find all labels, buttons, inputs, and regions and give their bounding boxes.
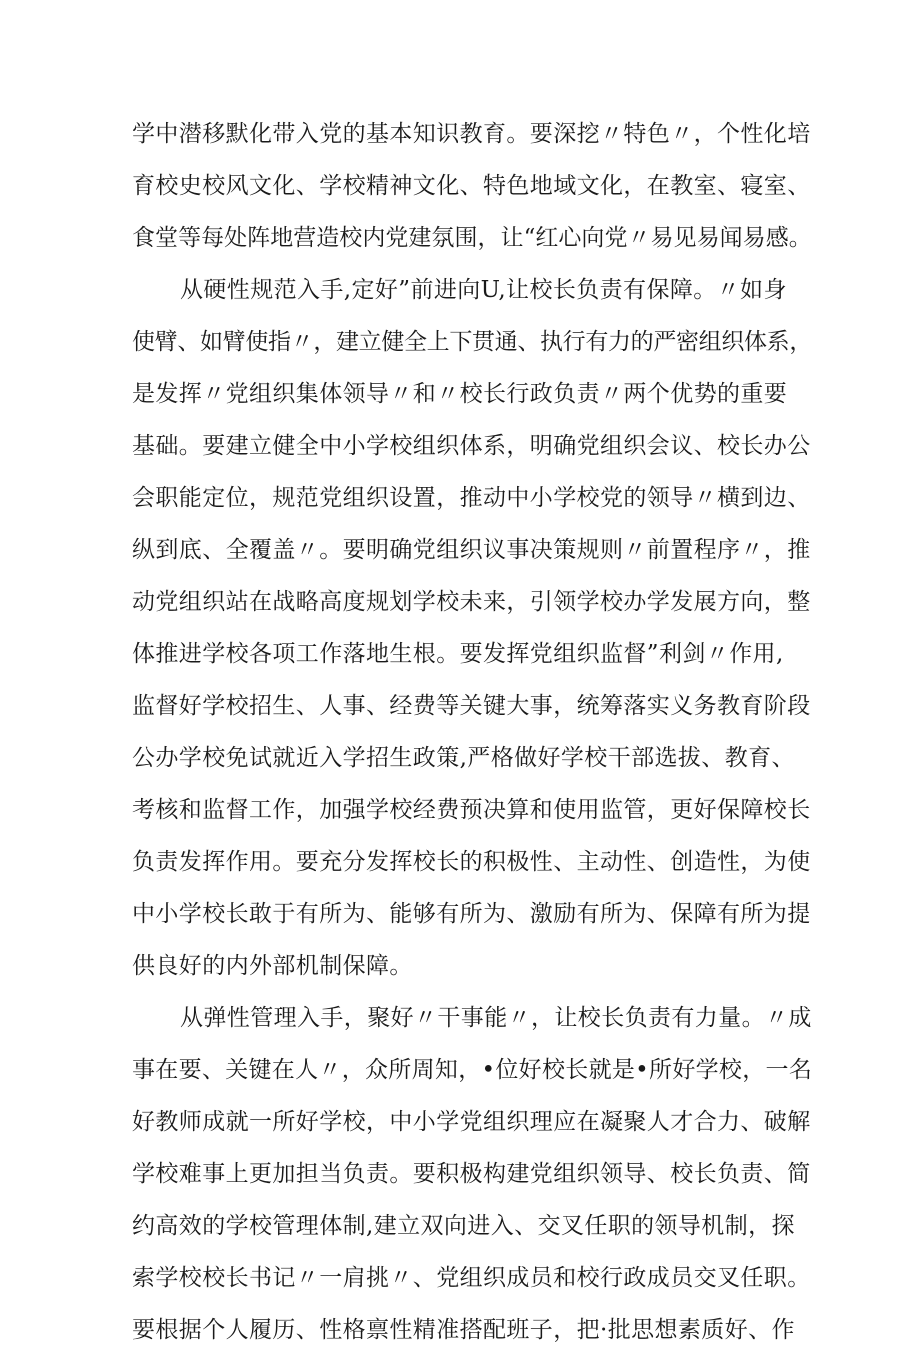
text-line: 育校史校风文化、学校精神文化、特色地域文化，在教室、寝室、 — [132, 173, 811, 199]
text-line: 学中潜移默化带入党的基本知识教育。要深挖〃特色〃，个性化培 — [132, 121, 811, 147]
text-line: 食堂等每处阵地营造校内党建氛围，让“红心向党〃易见易闻易感。 — [132, 225, 812, 251]
text-line: 负责发挥作用。要充分发挥校长的积极性、主动性、创造性，为使 — [132, 849, 811, 875]
text-line: 是发挥〃党组织集体领导〃和〃校长行政负责〃两个优势的重要 — [132, 381, 788, 407]
text-line: 从硬性规范入手,定好”前进向U,让校长负责有保障。〃如身 — [180, 277, 787, 303]
text-line: 使臂、如臂使指〃，建立健全上下贯通、执行有力的严密组织体系， — [132, 329, 812, 355]
text-line: 体推进学校各项工作落地生根。要发挥党组织监督”利剑〃作用, — [132, 641, 784, 667]
text-line: 好教师成就一所好学校，中小学党组织理应在凝聚人才合力、破解 — [132, 1109, 811, 1135]
text-line: 中小学校长敢于有所为、能够有所为、激励有所为、保障有所为提 — [132, 901, 811, 927]
text-line: 供良好的内外部机制保障。 — [132, 953, 413, 979]
text-line: 学校难事上更加担当负责。要积极构建党组织领导、校长负责、简 — [132, 1161, 811, 1187]
text-line: 会职能定位，规范党组织设置，推动中小学校党的领导〃横到边、 — [132, 485, 811, 511]
text-line: 基础。要建立健全中小学校组织体系，明确党组织会议、校长办公 — [132, 433, 811, 459]
text-line: 公办学校免试就近入学招生政策,严格做好学校干部选拔、教育、 — [132, 745, 795, 771]
text-line: 动党组织站在战略高度规划学校未来，引领学校办学发展方向，整 — [132, 589, 811, 615]
text-line: 从弹性管理入手，聚好〃干事能〃，让校长负责有力量。〃成 — [180, 1005, 812, 1031]
text-line: 纵到底、全覆盖〃。要明确党组织议事决策规则〃前置程序〃，推 — [132, 537, 811, 563]
text-line: 约高效的学校管理体制,建立双向进入、交叉任职的领导机制，探 — [132, 1213, 795, 1239]
body-text — [132, 108, 812, 1356]
text-line: 索学校校长书记〃一肩挑〃、党组织成员和校行政成员交叉任职。 — [132, 1265, 811, 1291]
text-line: 考核和监督工作，加强学校经费预决算和使用监管，更好保障校长 — [132, 797, 811, 823]
text-line: 监督好学校招生、人事、经费等关键大事，统筹落实义务教育阶段 — [132, 693, 811, 719]
text-line: 事在要、关键在人〃，众所周知，•位好校长就是•所好学校，一名 — [132, 1057, 812, 1083]
text-line: 要根据个人履历、性格禀性精准搭配班子，把·批思想素质好、作 — [132, 1317, 795, 1343]
